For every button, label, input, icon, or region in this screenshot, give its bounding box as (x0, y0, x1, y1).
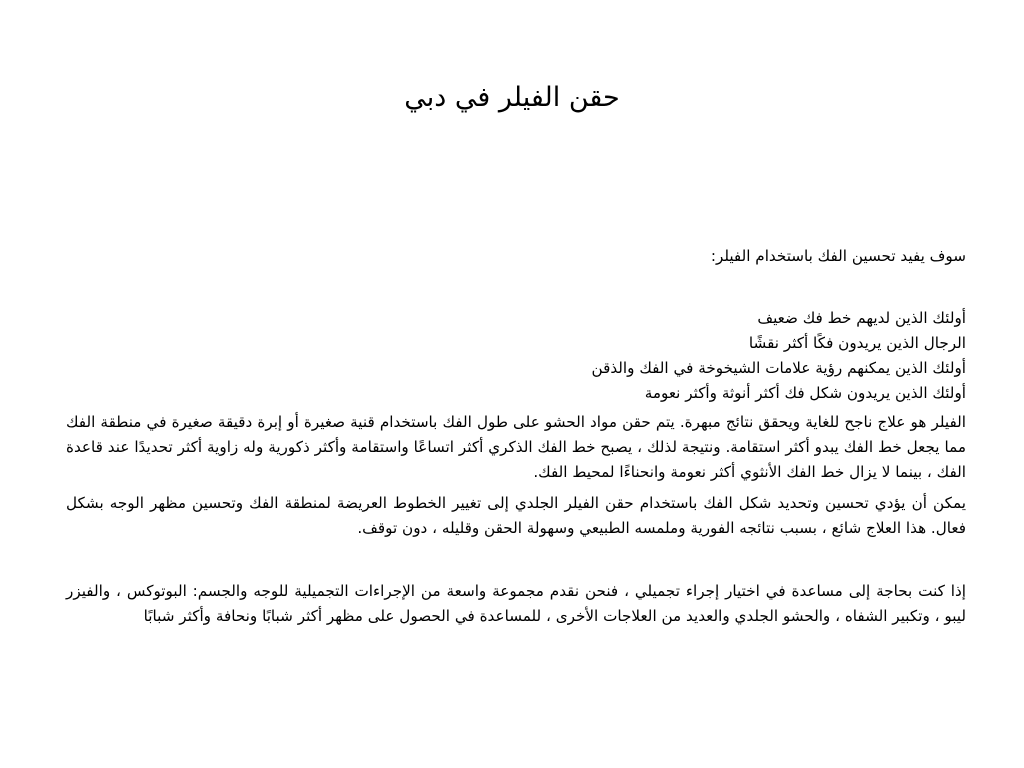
intro-text: سوف يفيد تحسين الفك باستخدام الفيلر: (710, 247, 966, 265)
list-item: الرجال الذين يريدون فكًا أكثر نقشًا (748, 334, 966, 352)
list-item: أولئك الذين لديهم خط فك ضعيف (757, 309, 966, 327)
paragraph-jaw-enhancement: يمكن أن يؤدي تحسين وتحديد شكل الفك باستخدام حقن الفيلر الجلدي إلى تغيير الخطوط العريضة لمنطقة الفك وتحسين مظهر الوجه بشكل فعال. هذا العلاج شائع ، بسبب نتائجه الفورية وملمسه الطبيعي وسهولة الحقن وقليله ، دون توقف. (66, 494, 966, 537)
list-item: أولئك الذين يريدون شكل فك أكثر أنوثة وأكثر نعومة (644, 384, 966, 402)
slide-title: حقن الفيلر في دبي (404, 82, 620, 113)
paragraph-cosmetic-procedures: إذا كنت بحاجة إلى مساعدة في اختيار إجراء تجميلي ، فنحن نقدم مجموعة واسعة من الإجراءات التجميلية للوجه والجسم: البوتوكس ، والفيزر ليبو ، وتكبير الشفاه ، والحشو الجلدي والعديد من العلاجات الأخرى ، للمساعدة في الحصول على مظهر أكثر شبابًا ونحافة وأكثر شبابًا (66, 582, 966, 625)
slide-content (66, 244, 966, 629)
list-item: أولئك الذين يمكنهم رؤية علامات الشيخوخة في الفك والذقن (591, 359, 966, 377)
paragraph-filler-description: الفيلر هو علاج ناجح للغاية ويحقق نتائج مبهرة. يتم حقن مواد الحشو على طول الفك باستخدام قنية صغيرة أو إبرة دقيقة صغيرة في منطقة الفك مما يجعل خط الفك يبدو أكثر استقامة. ونتيجة لذلك ، يصبح خط الفك الذكري أكثر اتساعًا واستقامة وأكثر ذكورية وله زاوية أكثر تحديدًا عند قاعدة الفك ، بينما لا يزال خط الفك الأنثوي أكثر نعومة وانحناءًا لمحيط الفك. (66, 413, 966, 481)
